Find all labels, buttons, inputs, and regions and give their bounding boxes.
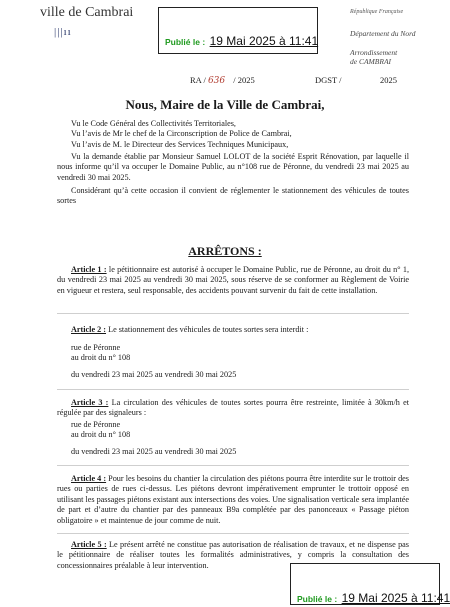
- article-3-number: au droit du n° 108: [71, 430, 131, 439]
- separator: [57, 389, 409, 390]
- arrondissement-line-1: Arrondissement: [350, 48, 398, 57]
- article-4-label: Article 4 :: [71, 474, 107, 483]
- arretons-heading: ARRÊTONS :: [188, 244, 262, 258]
- article-2-number: au droit du n° 108: [71, 353, 131, 362]
- preamble-considering: Considérant qu’à cette occasion il convient de réglementer le stationnement des véhicules de toutes sortes: [57, 186, 409, 206]
- republic-label: République Française: [350, 9, 404, 15]
- article-2-label: Article 2 :: [71, 325, 107, 334]
- ra-year: / 2025: [233, 75, 255, 85]
- published-date: 19 Mai 2025 à 11:41: [209, 34, 319, 48]
- article-3-street: rue de Péronne: [71, 420, 121, 429]
- article-4: [57, 474, 409, 526]
- logo-text: ville de Cambrai: [40, 5, 134, 20]
- publication-stamp-top: [158, 7, 318, 54]
- article-2: [57, 325, 409, 335]
- separator: [57, 533, 409, 534]
- preamble-request: Vu la demande établie par Monsieur Samuel LOLOT de la société Esprit Rénovation, par laquelle il nous informe qu’il va occuper le Domaine Public, au n°108 rue de Péronne, du vendredi 23 mai 2025 au vendredi 30 mai 2025.: [57, 152, 409, 182]
- ra-number: 636: [207, 76, 226, 86]
- published-label: Publié le :: [297, 594, 338, 604]
- article-1-text: le pétitionnaire est autorisé à occuper le Domaine Public, rue de Péronne, au droit du n° 1, du vendredi 23 mai 2025 au vendredi 30 mai 2025, sous réserve de se conformer au Règlement de Voirie en vigueur et restera, seul responsable, des accidents pouvant survenir du fait de cette installation.: [57, 265, 409, 295]
- article-1: [57, 265, 409, 296]
- visa-1: Vu le Code Général des Collectivités Territoriales,: [71, 119, 236, 128]
- article-5-text: Le présent arrêté ne constitue pas autorisation de réalisation de travaux, et ne dispense pas le pétitionnaire de réaliser toutes les formalités administratives, y compris la consultation des concessionnaires préalable à leur intervention.: [57, 540, 409, 570]
- article-3-label: Article 3 :: [71, 398, 109, 407]
- city-logo: [40, 5, 150, 45]
- ra-label: RA /: [190, 75, 206, 85]
- article-3-period: du vendredi 23 mai 2025 au vendredi 30 mai 2025: [71, 447, 237, 456]
- article-2-text: Le stationnement des véhicules de toutes sortes sera interdit :: [106, 325, 309, 334]
- separator: [57, 465, 409, 466]
- article-4-text: Pour les besoins du chantier la circulation des piétons pourra être interdite sur le trottoir des rues ou parties de rues ci-dessus. Les piétons devront impérativement emprunter le trottoir opposé en utilisant les passages piétons existant aux intersections des voies. Une signalisation verticale sera implantée de part et d’autre du chantier par des panneaux B9a complétée par des panonceaux « Passage piéton obligatoire » et maintenue de jour comme de nuit.: [57, 474, 409, 525]
- article-3-text: La circulation des véhicules de toutes sortes pourra être restreinte, limitée à 30km/h et régulée par des signaleurs :: [57, 398, 409, 418]
- publication-stamp-bottom: [290, 563, 450, 605]
- published-label: Publié le :: [165, 37, 206, 47]
- article-3: [57, 398, 409, 419]
- page-title: Nous, Maire de la Ville de Cambrai,: [125, 97, 325, 112]
- logo-marks: |||ıı: [54, 26, 72, 38]
- visa-3: Vu l’avis de M. le Directeur des Services Techniques Municipaux,: [71, 139, 289, 149]
- article-2-street: rue de Péronne: [71, 343, 121, 352]
- dgst-label: DGST /: [315, 75, 342, 85]
- visas-block: [71, 119, 411, 150]
- reference-line: [190, 75, 255, 86]
- article-1-label: Article 1 :: [71, 265, 107, 274]
- visa-2: Vu l’avis de Mr le chef de la Circonscription de Police de Cambrai,: [71, 129, 292, 139]
- department-label: Département du Nord: [350, 29, 416, 38]
- separator: [57, 313, 409, 314]
- article-2-period: du vendredi 23 mai 2025 au vendredi 30 mai 2025: [71, 370, 237, 379]
- article-5-label: Article 5 :: [71, 540, 107, 549]
- dgst-year: 2025: [380, 75, 397, 85]
- published-date: 19 Mai 2025 à 11:41: [341, 591, 450, 605]
- arrondissement-label: [350, 49, 445, 66]
- arrondissement-line-2: de CAMBRAI: [350, 56, 392, 66]
